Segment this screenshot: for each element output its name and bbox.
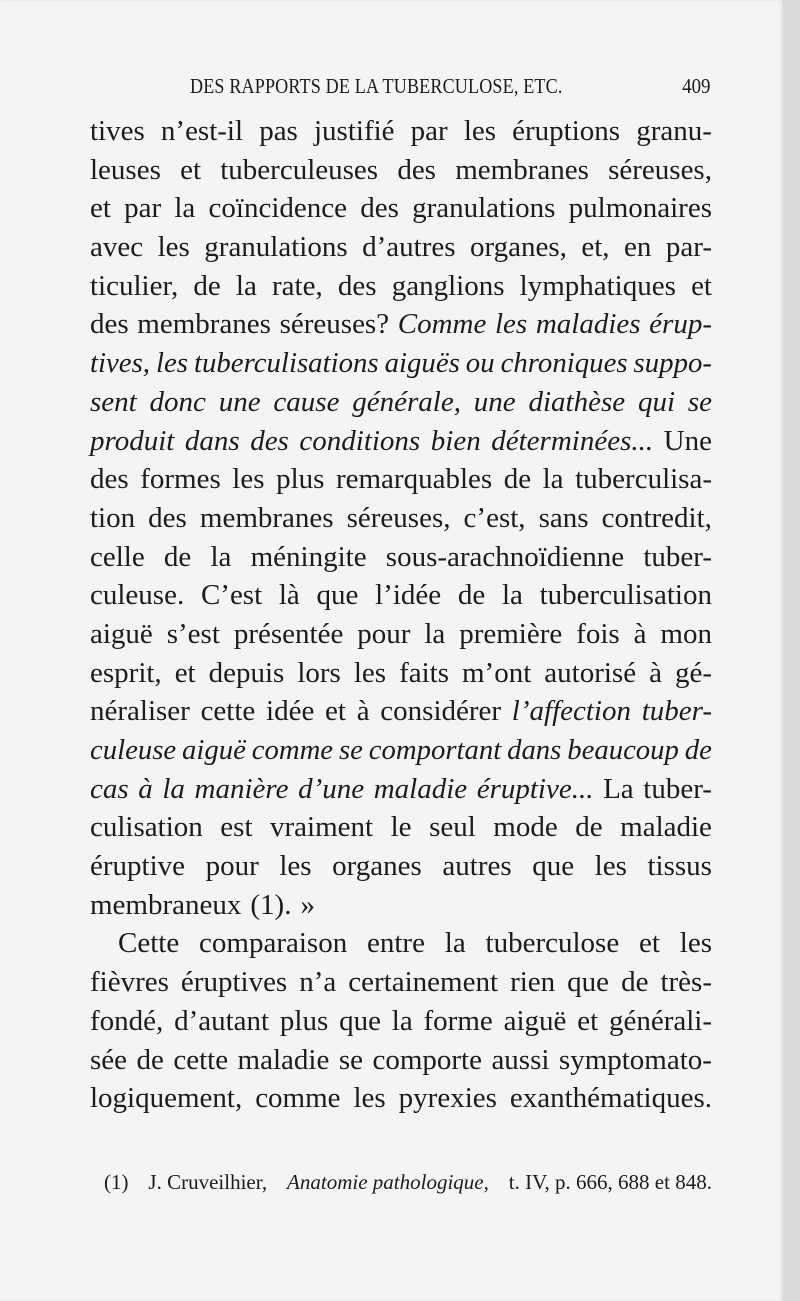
text-word: logiquement, (90, 1082, 243, 1115)
text-word: éruptive (90, 850, 186, 883)
text-word: La (603, 772, 634, 805)
text-line (90, 654, 712, 693)
text-word: et (90, 192, 111, 225)
text-word: granulations (204, 231, 348, 264)
text-word: tion (90, 501, 136, 534)
text-word: de (163, 540, 192, 573)
text-word: la (444, 927, 466, 960)
text-word: culeuse (90, 734, 177, 766)
text-word: sent (90, 385, 137, 418)
text-line (90, 499, 712, 538)
text-word: culisation (90, 811, 203, 844)
text-word: maladies (535, 308, 641, 341)
text-word: esprit, (90, 656, 162, 689)
text-word: Une (663, 424, 712, 457)
text-line (90, 1079, 712, 1118)
text-word: par (124, 192, 162, 225)
text-word: les (463, 115, 497, 147)
text-word: par (410, 115, 448, 147)
text-word: beaucoup (567, 734, 679, 766)
text-word: que (532, 850, 575, 883)
text-line (90, 1041, 712, 1080)
text-line (90, 151, 712, 190)
text-word: comme (251, 734, 334, 766)
text-word: séreuses? (279, 308, 390, 341)
text-line (90, 615, 712, 654)
text-word: les (353, 1082, 386, 1115)
text-word: suppo- (633, 347, 712, 380)
text-word: tissus (647, 850, 712, 883)
text-word: aiguë (503, 1004, 567, 1037)
text-word: sée (90, 1043, 128, 1076)
text-word: avec (90, 231, 144, 264)
text-word: des (90, 308, 129, 341)
text-word: tives, (90, 347, 151, 380)
text-word: la (235, 269, 257, 302)
text-word: se (687, 385, 712, 418)
footnote-author: J. Cruveilhier, (148, 1170, 268, 1194)
text-word: la (210, 540, 232, 573)
text-word: dans (507, 734, 562, 766)
text-word: la (424, 617, 446, 650)
text-line (90, 267, 712, 306)
text-word: de (503, 463, 532, 496)
text-word: maladie (620, 811, 712, 844)
text-word: pulmonaires (568, 192, 712, 225)
text-word: sous-arachnoïdienne (385, 540, 625, 573)
text-word: chroniques (500, 347, 628, 380)
text-word: de (193, 269, 221, 302)
text-word: que (567, 966, 610, 999)
text-word: Cette (118, 927, 180, 960)
text-word: plus (279, 1004, 329, 1037)
text-line (90, 576, 712, 615)
text-word: les (353, 656, 387, 689)
text-word: C’est (200, 579, 263, 612)
text-word: justifié (313, 115, 395, 147)
text-word: tuber- (643, 772, 712, 805)
text-word: sans (538, 501, 589, 534)
text-word: fondé, (90, 1004, 164, 1037)
text-word: pour (357, 617, 411, 650)
text-word: pyrexies (398, 1082, 497, 1115)
text-word: et (325, 695, 346, 728)
text-word: produit (90, 424, 175, 457)
text-word: conditions (299, 424, 421, 457)
text-word: symptomato- (558, 1043, 712, 1076)
text-word: s’est (166, 617, 220, 650)
page-header (190, 74, 710, 104)
text-word: d’autres (362, 231, 456, 264)
text-word: comparaison (199, 927, 348, 960)
text-word: » (300, 888, 315, 921)
text-word: fois (576, 617, 620, 650)
text-word: tives (90, 115, 145, 147)
text-line (90, 808, 712, 847)
text-word: contredit, (601, 501, 712, 534)
text-word: leuses (90, 153, 161, 186)
text-word: générali- (608, 1004, 712, 1037)
text-word: et (174, 656, 196, 689)
text-word: séreuses, (346, 501, 451, 534)
text-line (90, 305, 712, 344)
text-word: ticulier, (90, 269, 179, 302)
text-word: n’est-il (160, 115, 244, 147)
footnote (104, 1170, 712, 1195)
text-word: et (577, 1004, 599, 1037)
text-word: idée (266, 695, 315, 728)
text-line (90, 886, 712, 925)
text-word: la (391, 1004, 413, 1037)
text-word: se (338, 1043, 363, 1076)
text-word: cette (200, 695, 256, 728)
text-word: aiguës (384, 347, 460, 380)
text-word: rate, (272, 269, 323, 302)
text-word: cette (173, 1043, 229, 1076)
body-text (90, 112, 712, 1118)
text-word: comportant (368, 734, 502, 766)
text-word: de (575, 811, 603, 844)
text-word: des (90, 463, 129, 496)
text-word: pas (259, 115, 298, 147)
text-word: d’autant (174, 1004, 270, 1037)
text-word: méningite (250, 540, 367, 573)
text-word: et (180, 153, 202, 186)
page-gutter (783, 0, 800, 1301)
text-word: bien (430, 424, 481, 457)
text-word: ganglions (391, 269, 505, 302)
text-word: la (542, 463, 564, 496)
text-word: forme (423, 1004, 493, 1037)
text-word: autorisé (544, 656, 637, 689)
text-word: aiguë (182, 734, 246, 766)
text-word: de (457, 579, 486, 612)
text-word: mon (660, 617, 712, 650)
text-word: celle (90, 540, 145, 573)
text-word: tuber- (643, 540, 712, 573)
text-word: tuberculeuses (220, 153, 379, 186)
text-word: se (338, 734, 363, 766)
text-line (90, 460, 712, 499)
text-word: d’une (298, 772, 365, 805)
text-word: une (218, 385, 261, 418)
text-line (90, 189, 712, 228)
text-word: cas (90, 772, 129, 805)
text-word: granu- (636, 115, 712, 147)
text-word: érup- (649, 308, 712, 341)
text-word: c’est, (463, 501, 526, 534)
text-word: ou (465, 347, 495, 380)
text-word: vraiment (270, 811, 374, 844)
text-word: que (339, 1004, 381, 1037)
text-word: très- (660, 966, 712, 999)
text-word: dans (184, 424, 240, 457)
text-word: comme (255, 1082, 341, 1115)
text-word: les (494, 308, 528, 341)
text-word: par- (665, 231, 712, 264)
text-word: l’affection (511, 695, 631, 728)
text-word: membranes (199, 501, 334, 534)
text-word: maladie (373, 772, 468, 805)
text-word: comporte (372, 1043, 482, 1076)
text-word: là (278, 579, 300, 612)
text-word: des (360, 192, 399, 225)
text-word: n’a (299, 966, 337, 999)
text-word: membranes (455, 153, 589, 186)
text-word: séreuses, (608, 153, 712, 186)
text-line (90, 692, 712, 731)
running-title: DES RAPPORTS DE LA TUBERCULOSE, ETC. (190, 74, 563, 98)
text-line (90, 344, 712, 383)
text-word: tuberculisation (539, 579, 712, 612)
text-word: tuberculose (485, 927, 620, 960)
text-word: à (356, 695, 370, 728)
text-word: générale, (352, 385, 461, 418)
text-word: gé- (674, 656, 712, 689)
text-word: autres (442, 850, 512, 883)
text-word: à (649, 656, 662, 689)
text-word: des (148, 501, 187, 534)
text-word: de (621, 966, 649, 999)
text-word: la (501, 579, 523, 612)
text-word: manière (194, 772, 289, 805)
text-word: le (390, 811, 412, 844)
text-word: aussi (491, 1043, 550, 1076)
text-word: faits (399, 656, 449, 689)
text-word: que (316, 579, 359, 612)
text-word: tuber- (641, 695, 712, 728)
footnote-marker: (1) (104, 1170, 129, 1194)
text-word: mode (493, 811, 558, 844)
text-line (90, 770, 712, 809)
text-word: diathèse (528, 385, 626, 418)
text-word: et, (581, 231, 610, 264)
text-word: et (639, 927, 660, 960)
text-word: cause (273, 385, 340, 418)
text-word: éruptives (180, 966, 288, 999)
page-number: 409 (681, 74, 710, 98)
text-word: des (337, 269, 377, 302)
text-word: les (232, 463, 265, 496)
text-word: à (633, 617, 647, 650)
text-word: organes, (469, 231, 567, 264)
text-word: et (691, 269, 712, 302)
text-word: formes (140, 463, 221, 496)
text-word: la (162, 772, 185, 805)
text-word: qui (637, 385, 675, 418)
text-line (90, 963, 712, 1002)
text-word: granulations (412, 192, 556, 225)
text-word: depuis (208, 656, 285, 689)
text-word: les (279, 850, 312, 883)
footnote-title: Anatomie pathologique, (287, 1170, 489, 1194)
text-word: première (459, 617, 563, 650)
text-word: m’ont (462, 656, 532, 689)
text-word: lors (297, 656, 341, 689)
text-word: organes (332, 850, 422, 883)
text-word: les (594, 850, 627, 883)
text-word: rien (510, 966, 556, 999)
text-line (90, 538, 712, 577)
text-word: culeuse. (90, 579, 185, 612)
text-word: plus (276, 463, 325, 496)
text-word: les (155, 347, 189, 380)
text-word: seul (429, 811, 476, 844)
text-word: membraneux (90, 888, 242, 921)
text-word: donc (149, 385, 206, 418)
text-word: l’idée (375, 579, 442, 612)
text-line (90, 924, 712, 963)
footnote-reference: t. IV, p. 666, 688 et 848. (508, 1170, 712, 1194)
text-word: la (174, 192, 196, 225)
text-word: des (397, 153, 436, 186)
text-line (90, 383, 712, 422)
text-word: de (136, 1043, 164, 1076)
text-word: coïncidence (208, 192, 347, 225)
text-word: tuberculisations (193, 347, 379, 380)
text-word: éruptive... (476, 772, 594, 805)
text-word: exanthématiques. (509, 1082, 712, 1115)
text-word: tuberculisa- (575, 463, 712, 496)
text-word: néraliser (90, 695, 190, 728)
text-line (90, 422, 712, 461)
text-line (90, 228, 712, 267)
text-word: de (684, 734, 712, 766)
text-word: lymphatiques (519, 269, 676, 302)
text-word: membranes (137, 308, 271, 341)
text-word: entre (367, 927, 425, 960)
text-word: éruptions (512, 115, 621, 147)
text-word: en (624, 231, 652, 264)
text-word: des (250, 424, 289, 457)
text-word: considérer (380, 695, 502, 728)
text-word: est (220, 811, 253, 844)
text-line (90, 112, 712, 151)
text-word: pour (205, 850, 259, 883)
text-word: déterminées... (491, 424, 654, 457)
text-word: une (473, 385, 516, 418)
text-word: fièvres (90, 966, 169, 999)
text-word: (1). (250, 888, 292, 921)
text-word: les (157, 231, 190, 264)
text-word: Comme (397, 308, 487, 341)
text-word: remarquables (335, 463, 493, 496)
text-word: présentée (233, 617, 344, 650)
text-word: les (679, 927, 712, 960)
text-word: aiguë (90, 617, 153, 650)
text-word: maladie (237, 1043, 330, 1076)
text-line (90, 731, 712, 770)
text-word: certainement (348, 966, 499, 999)
text-line (90, 847, 712, 886)
text-word: à (138, 772, 153, 805)
text-line (90, 1002, 712, 1041)
